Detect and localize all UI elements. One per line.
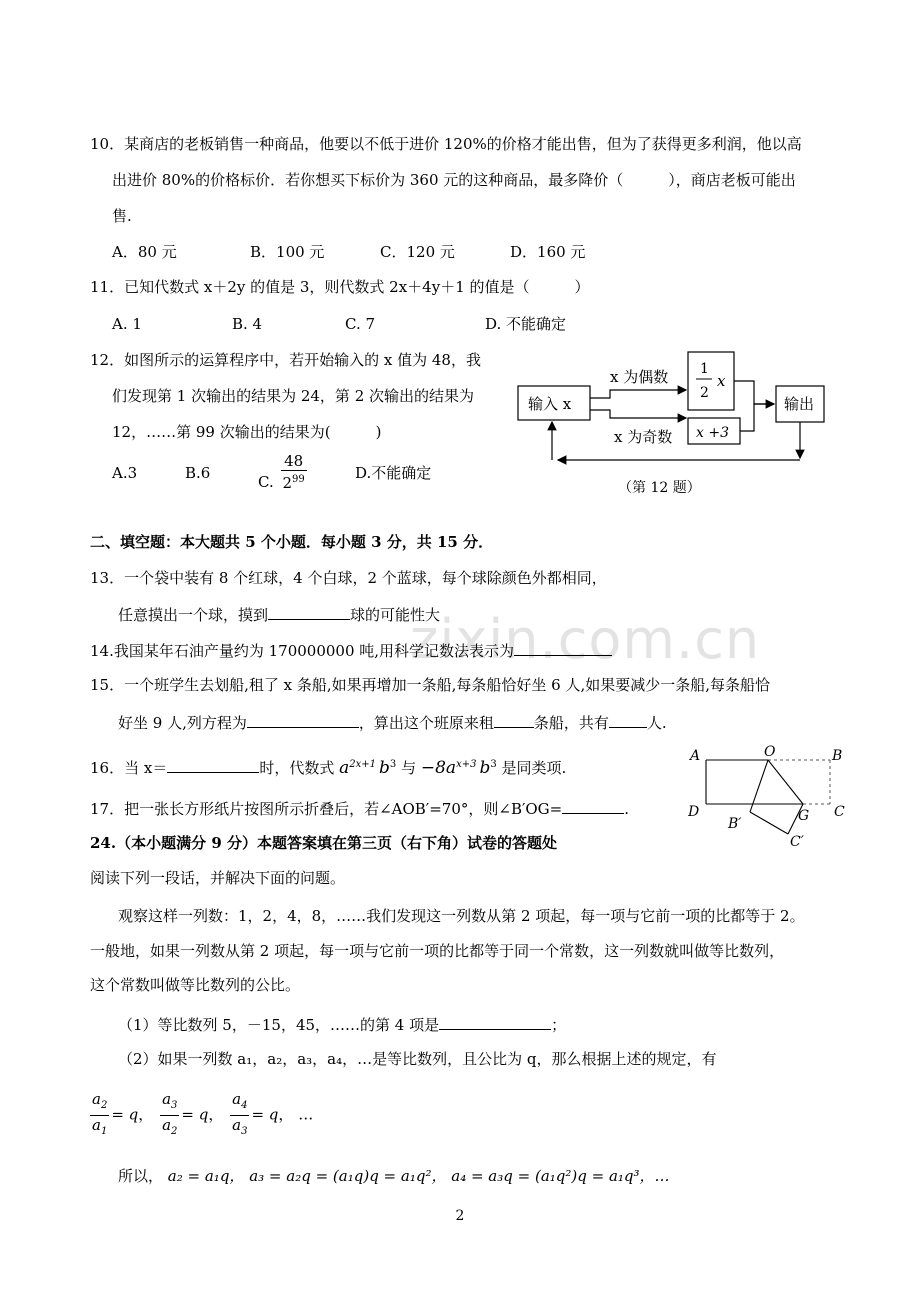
q15-line1: 15．一个班学生去划船,租了 x 条船,如果再增加一条船,每条船恰好坐 6 人,如果要减少一条船,每条船恰 (90, 676, 771, 694)
q11-option-c: C. 7 (345, 315, 376, 333)
input-label: 输入 x (528, 395, 572, 413)
plus3-label: x +3 (696, 425, 729, 441)
q10-option-d: D．160 元 (510, 243, 586, 261)
half-box (688, 352, 734, 410)
q12-flowchart (510, 346, 830, 506)
half-variable: x (717, 372, 726, 390)
q17-blank (562, 797, 624, 814)
q16-blank (167, 756, 259, 773)
q24-sub1: （1）等比数列 5，－15，45，……的第 4 项是 ； (118, 1013, 566, 1035)
odd-label: x 为奇数 (614, 428, 673, 446)
q12-caption: （第 12 题） (618, 480, 701, 496)
q10-option-c: C．120 元 (380, 243, 455, 261)
q10-line2: 出进价 80%的价格标价．若你想买下标价为 360 元的这种商品，最多降价（ ），商店老板可能出 (112, 171, 796, 189)
q24-sub2: （2）如果一列数 a₁，a₂，a₃，a₄，…是等比数列，且公比为 q，那么根据上述的规定，有 (118, 1050, 717, 1068)
q24-so-line: 所以， a₂ = a₁q， a₃ = a₂q = (a₁q)q = a₁q²， a₄ = a₃q = (a₁q²)q = a₁q³，… (118, 1167, 670, 1185)
ratio-a2-a1: $\frac{a_2}{a_1}$ (92, 1090, 108, 1137)
q10-line1: 10．某商店的老板销售一种商品，他要以不低于进价 120%的价格才能出售，但为了获得更多利润，他以高 (90, 135, 802, 153)
merge-top (734, 381, 774, 404)
q15-line2: 好坐 9 人,列方程为 ，算出这个班原来租 条船，共有 人. (118, 711, 667, 733)
page-number: 2 (455, 1208, 465, 1224)
ratio-a4-a3: $\frac{a_4}{a_3}$ (232, 1090, 248, 1137)
label-A: A (690, 748, 701, 764)
q10-option-a: A．80 元 (112, 243, 177, 261)
half-numerator: 1 (700, 361, 709, 377)
odd-arrow (590, 410, 686, 418)
q24-sub1-blank (439, 1013, 551, 1030)
q24-ratio-line: $\frac{a_2}{a_1}$ = q， $\frac{a_3}{a_2}$ = q， $\frac{a_4}{a_3}$ = q， … (88, 1090, 313, 1141)
q24-intro: 阅读下列一段话，并解决下面的问题。 (90, 869, 346, 887)
q12-option-c-prefix: C. (258, 473, 274, 491)
q24-title: 24.（本小题满分 9 分）本题答案填在第三页（右下角）试卷的答题处 (90, 834, 557, 852)
even-label: x 为偶数 (610, 368, 669, 386)
label-B: B (832, 748, 843, 764)
watermark: zixin.com.cn (410, 608, 761, 671)
q15-blank-boats (494, 711, 534, 728)
q13-blank (268, 603, 350, 620)
ratio-a3-a2: $\frac{a_3}{a_2}$ (162, 1090, 178, 1137)
q12-option-c (258, 452, 309, 492)
q12-option-c-numerator: 48 (281, 452, 307, 471)
q11-text: 11．已知代数式 x＋2y 的值是 3，则代数式 2x＋4y＋1 的值是（ ） (90, 278, 590, 296)
q24-paragraph-1: 观察这样一列数：1，2，4，8，……我们发现这一列数从第 2 项起，每一项与它前一项的比都等于 2。 (118, 907, 805, 925)
label-C: C (834, 804, 845, 820)
label-Cprime: C′ (790, 834, 804, 850)
q12-line1: 12．如图所示的运算程序中，若开始输入的 x 值为 48，我 (90, 351, 481, 369)
q10-option-b: B．100 元 (250, 243, 325, 261)
label-G: G (798, 808, 810, 824)
q11-option-a: A. 1 (112, 315, 142, 333)
merge-bottom (740, 404, 754, 431)
even-arrow (590, 390, 686, 398)
q12-option-c-denominator: $2^{99}$ (282, 474, 305, 492)
q16-line: 16．当 x＝ 时，代数式 $a^{2x+1}$ $b^3$ 与 $-8a^{x+3}$ $b^3$ 是同类项. (90, 758, 567, 778)
q12-line2: 们发现第 1 次输出的结果为 24，第 2 次输出的结果为 (112, 387, 475, 405)
q12-option-a: A.3 (112, 464, 138, 482)
q11-option-b: B. 4 (232, 315, 263, 333)
q17-line: 17．把一张长方形纸片按图所示折叠后，若∠AOB′=70°，则∠B′OG= . (90, 797, 629, 819)
q12-option-c-fraction (281, 452, 307, 492)
q12-option-b: B.6 (185, 464, 211, 482)
q24-paragraph-2: 一般地，如果一列数从第 2 项起，每一项与它前一项的比都等于同一个常数，这一列数就叫做等比数列， (90, 942, 785, 960)
q10-line3: 售. (112, 207, 132, 225)
q15-blank-equation (247, 711, 359, 728)
equation-a3: a₃ = a₂q = (a₁q)q = a₁q²， (249, 1167, 447, 1185)
label-O: O (764, 744, 776, 760)
section2-title: 二、填空题：本大题共 5 个小题．每小题 3 分，共 15 分． (90, 533, 494, 551)
equation-a4: a₄ = a₃q = (a₁q²)q = a₁q³，… (451, 1167, 670, 1185)
q17-fold-figure (688, 740, 858, 855)
equation-a2: a₂ = a₁q， (167, 1167, 245, 1185)
q12-line3: 12，……第 99 次输出的结果为( ) (112, 423, 382, 441)
half-denominator: 2 (700, 385, 709, 401)
label-Bprime: B′ (728, 816, 742, 832)
output-label: 输出 (784, 395, 815, 413)
q24-paragraph-3: 这个常数叫做等比数列的公比。 (90, 976, 301, 994)
label-D: D (688, 804, 700, 820)
q14-blank (514, 639, 612, 656)
q11-option-d: D. 不能确定 (485, 315, 567, 333)
q13-line1: 13．一个袋中装有 8 个红球，4 个白球，2 个蓝球，每个球除颜色外都相同， (90, 569, 607, 587)
q13-line2: 任意摸出一个球，摸到 球的可能性大 (118, 603, 440, 625)
q14-line: 14.我国某年石油产量约为 170000000 吨,用科学记数法表示为 (90, 639, 612, 661)
q15-blank-people (609, 711, 647, 728)
q12-option-d: D.不能确定 (355, 464, 432, 482)
